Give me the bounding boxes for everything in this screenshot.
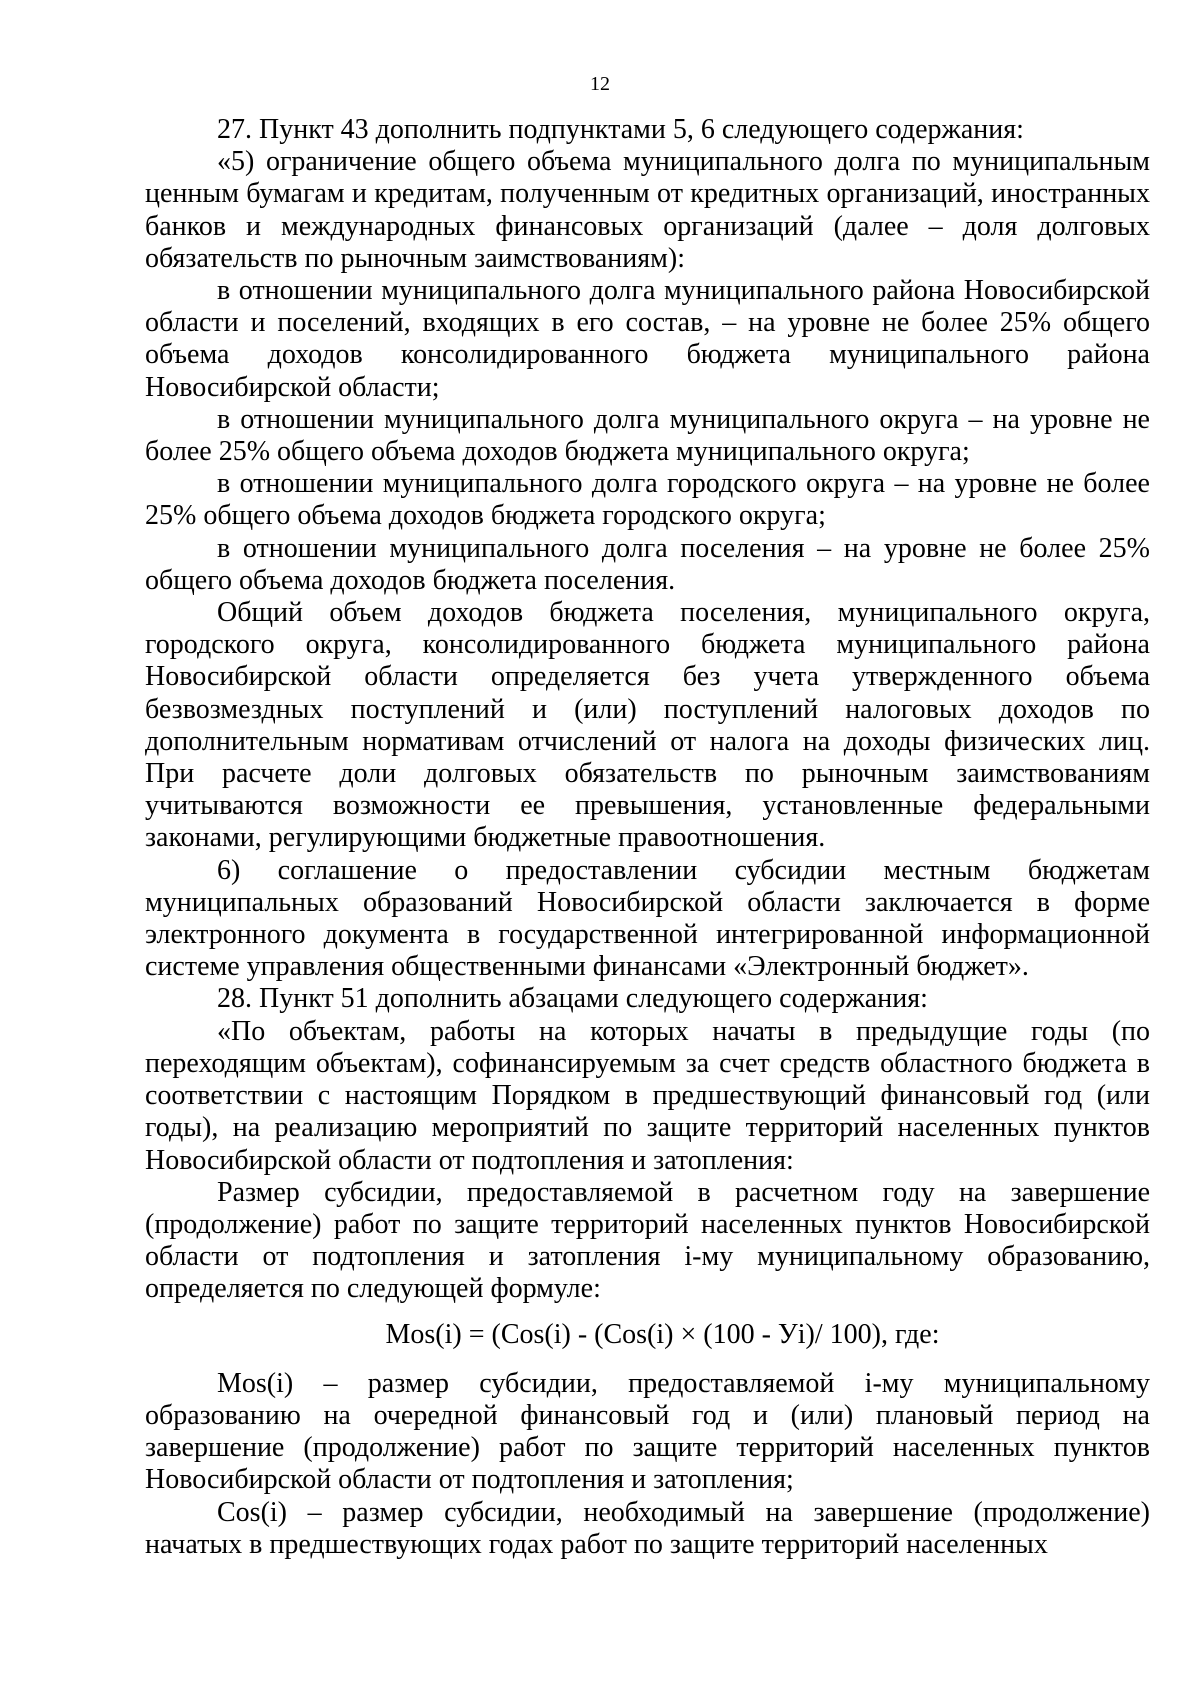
document-body — [145, 114, 1150, 1561]
paragraph-city-okrug-debt: в отношении муниципального долга городского округа – на уровне не более 25% общего объема доходов бюджета городского округа; — [145, 468, 1150, 532]
paragraph-settlement-debt: в отношении муниципального долга поселения – на уровне не более 25% общего объема доходов бюджета поселения. — [145, 532, 1150, 596]
paragraph-district-debt: в отношении муниципального долга муниципального района Новосибирской области и поселений, входящих в его состав, – на уровне не более 25% общего объема доходов консолидированного бюджета муниципального района Новосибирской области; — [145, 275, 1150, 403]
formula: Mos(i) = (Cos(i) - (Cos(i) × (100 - Уi)/ 100), где: — [385, 1318, 940, 1350]
definition-cos: Cos(i) – размер субсидии, необходимый на завершение (продолжение) начатых в предшествующих годах работ по защите территорий населенных — [145, 1496, 1150, 1560]
paragraph-item-28: 28. Пункт 51 дополнить абзацами следующего содержания: — [217, 983, 928, 1015]
paragraph-subitem-6: 6) соглашение о предоставлении субсидии местным бюджетам муниципальных образований Новосибирской области заключается в форме электронного документа в государственной интегрированной информационной системе управления общественными финансами «Электронный бюджет». — [145, 854, 1150, 983]
paragraph-subitem-5: «5) ограничение общего объема муниципального долга по муниципальным ценным бумагам и кредитам, полученным от кредитных организаций, иностранных банков и международных финансовых организаций (далее – доля долговых обязательств по рыночным заимствованиям): — [145, 146, 1150, 274]
page-number: 12 — [590, 73, 610, 95]
paragraph-transitional-objects: «По объектам, работы на которых начаты в предыдущие годы (по переходящим объектам), софинансируемым за счет средств областного бюджета в соответствии с настоящим Порядком в предшествующий финансовый год (или годы), на реализацию мероприятий по защите территорий населенных пунктов Новосибирской области от подтопления и затопления: — [145, 1015, 1150, 1176]
paragraph-municipal-okrug-debt: в отношении муниципального долга муниципального округа – на уровне не более 25% общего объема доходов бюджета муниципального округа; — [145, 403, 1150, 468]
paragraph-item-27: 27. Пункт 43 дополнить подпунктами 5, 6 следующего содержания: — [217, 114, 1024, 145]
paragraph-subsidy-size: Размер субсидии, предоставляемой в расчетном году на завершение (продолжение) работ по защите территорий населенных пунктов Новосибирской области от подтопления и затопления i-му муниципальному образованию, определяется по следующей формуле: — [145, 1176, 1150, 1305]
definition-mos: Mos(i) – размер субсидии, предоставляемой i-му муниципальному образованию на очередной финансовый год и (или) плановый период на завершение (продолжение) работ по защите территорий населенных пунктов Новосибирской области от подтопления и затопления; — [145, 1367, 1150, 1496]
paragraph-total-revenue: Общий объем доходов бюджета поселения, муниципального округа, городского округа, консолидированного бюджета муниципального района Новосибирской области определяется без учета утвержденного объема безвозмездных поступлений и (или) поступлений налоговых доходов по дополнительным нормативам отчислений от налога на доходы физических лиц. При расчете доли долговых обязательств по рыночным заимствованиям учитываются возможности ее превышения, установленные федеральными законами, регулирующими бюджетные правоотношения. — [145, 597, 1150, 854]
